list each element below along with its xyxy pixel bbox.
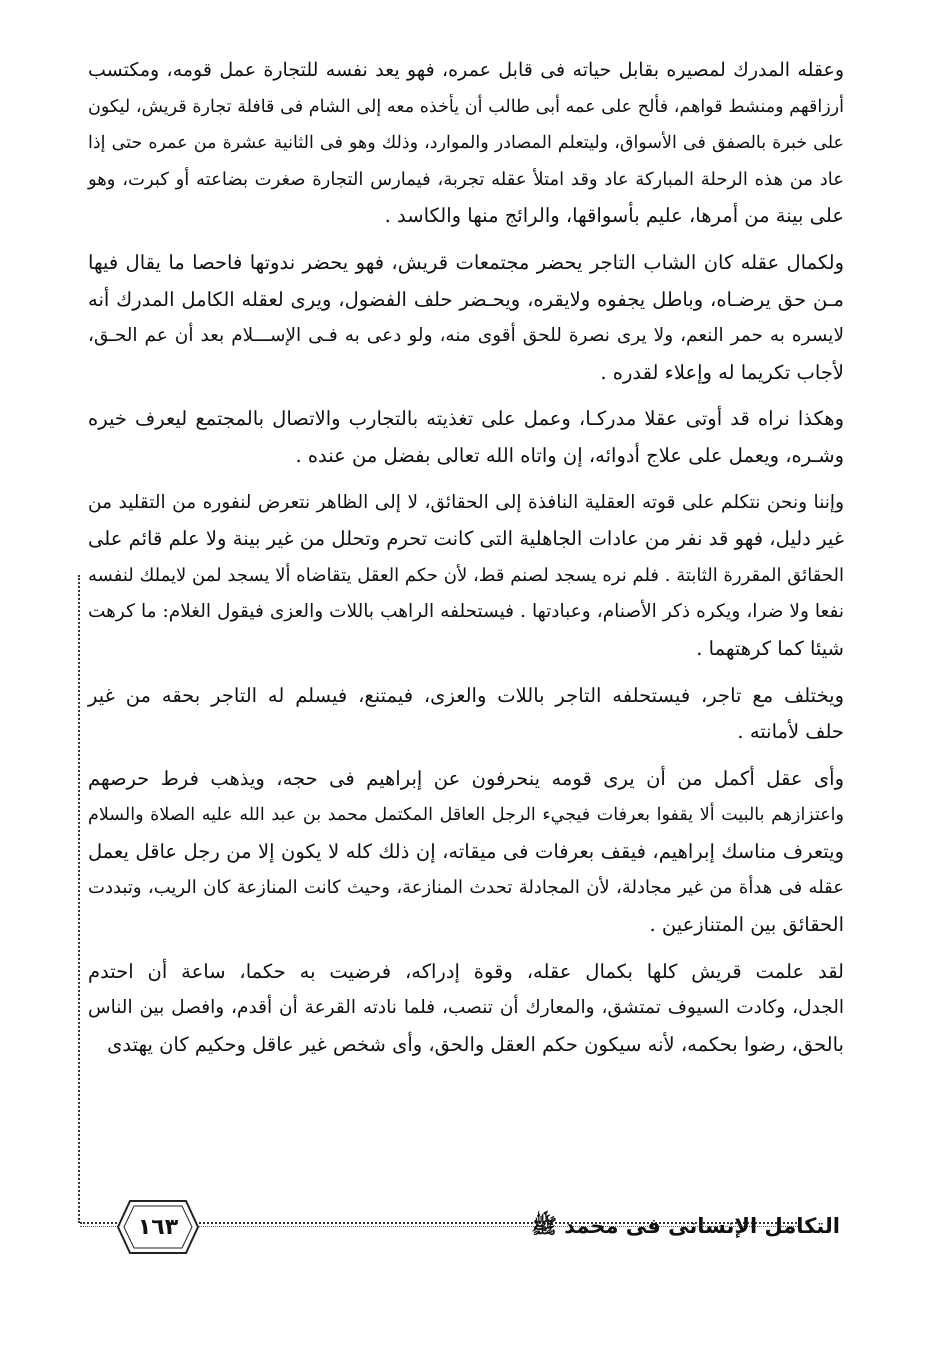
- text-line: مـن حق يرضـاه، وباطل يجفوه ولايقره، ويحـضر حلف الفضول، ويرى لعقله الكامل المدرك أنه: [88, 287, 844, 311]
- text-line: بالحق، رضوا بحكمه، لأنه سيكون حكم العقل والحق، وأى شخص غير عاقل وحكيم كان يهتدى: [107, 1032, 844, 1056]
- page-body-text: [88, 52, 844, 1073]
- text-line: غير دليل، فهو قد نفر من عادات الجاهلية التى كانت تحرم وتحلل من غير بينة ولا علم قائم على: [88, 527, 844, 551]
- text-line: على بينة من أمرها، عليم بأسواقها، والرائج منها والكاسد .: [384, 204, 844, 228]
- text-line: الحقائق بين المتنازعين .: [649, 913, 844, 937]
- running-title: التكامل الإنسانى فى محمد ﷺ: [531, 1214, 840, 1238]
- text-line: وعقله المدرك لمصيره بقابل حياته فى قابل عمره، فهو يعد نفسه للتجارة عمل قومه، ومكتسب: [88, 59, 844, 81]
- text-line: لأجاب تكريما له وإعلاء لقدره .: [600, 360, 844, 384]
- paragraph: [88, 52, 844, 235]
- page-number: ١٦٣: [137, 1214, 179, 1240]
- text-line: وأى عقل أكمل من أن يرى قومه ينحرفون عن إبراهيم فى حجه، ويذهب فرط حرصهم: [88, 766, 844, 790]
- text-line: ويتعرف مناسك إبراهيم، فيقف بعرفات فى ميقاته، إن ذلك كله لا يكون إلا من رجل عاقل يعمل: [88, 839, 844, 863]
- text-line: أرزاقهم ومنشط قواهم، فألح على عمه أبى طالب أن يأخذه معه إلى الشام فى قافلة تجارة قريش، ليكون: [88, 96, 844, 117]
- text-line: على خبرة بالصفق فى الأسواق، وليتعلم المصادر والموارد، وذلك وهو فى الثانية عشرة من عمره حتى إذا: [88, 133, 844, 154]
- text-line: الحقائق المقررة الثابتة . فلم نره يسجد لصنم قط، لأن حكم العقل يتقاضاه ألا يسجد لمن لايملك لنفسه: [88, 564, 844, 586]
- text-line: عقله فى هدأة من غير مجادلة، لأن المجادلة تحدث المنازعة، وحيث كانت المنازعة كان الريب، وتبددت: [88, 877, 845, 899]
- text-line: عاد من هذه الرحلة المباركة عاد وقد امتلأ عقله تجربة، فيمارس التجارة صغرت بضاعته أو كبرت، وهو: [88, 168, 844, 190]
- paragraph: [88, 761, 844, 944]
- text-line: ويختلف مع تاجر، فيستحلفه التاجر باللات والعزى، فيمتنع، فيسلم له التاجر بحقه من غير: [88, 683, 844, 707]
- text-line: لايسره به حمر النعم، ولا يرى نصرة للحق أقوى منه، ولو دعى به فـى الإســـلام بعد أن عم الحـق،: [88, 325, 844, 347]
- text-line: حلف لأمانته .: [737, 720, 844, 744]
- text-line: شيئا كما كرهتهما .: [696, 636, 844, 660]
- paragraph: [88, 401, 844, 474]
- text-line: لقد علمت قريش كلها بكمال عقله، وقوة إدراكه، فرضيت به حكما، ساعة أن احتدم: [88, 959, 844, 983]
- text-line: وشـره، ويعمل على علاج أدوائه، إن واتاه الله تعالى بفضل من عنده .: [295, 443, 844, 467]
- paragraph: [88, 245, 844, 391]
- text-line: واعتزازهم بالبيت ألا يقفوا بعرفات فيجيء الرجل العاقل المكتمل محمد بن عبد الله عليه الصلاة والسلام: [88, 805, 844, 826]
- text-line: نفعا ولا ضرا، ويكره ذكر الأصنام، وعبادتها . فيستحلفه الراهب باللات والعزى فيقول الغلام: ما كرهت: [88, 601, 844, 623]
- text-line: وهكذا نراه قد أوتى عقلا مدركـا، وعمل على تغذيته بالتجارب والاتصال بالمجتمع ليعرف خيره: [88, 407, 844, 431]
- text-line: وإننا ونحن نتكلم على قوته العقلية النافذة إلى الحقائق، لا إلى الظاهر نتعرض لنفوره من التقليد من: [88, 491, 844, 513]
- text-line: الجدل، وكادت السيوف تمتشق، والمعارك أن تنصب، فلما نادته القرعة أن أقدم، وافصل بين الناس: [88, 997, 844, 1019]
- dotted-frame-left: [78, 575, 80, 1223]
- paragraph: [88, 678, 844, 751]
- paragraph: [88, 485, 844, 668]
- text-line: ولكمال عقله كان الشاب التاجر يحضر مجتمعات قريش، فهو يحضر ندوتها فاحصا ما يقال فيها: [88, 250, 844, 274]
- paragraph: [88, 954, 844, 1064]
